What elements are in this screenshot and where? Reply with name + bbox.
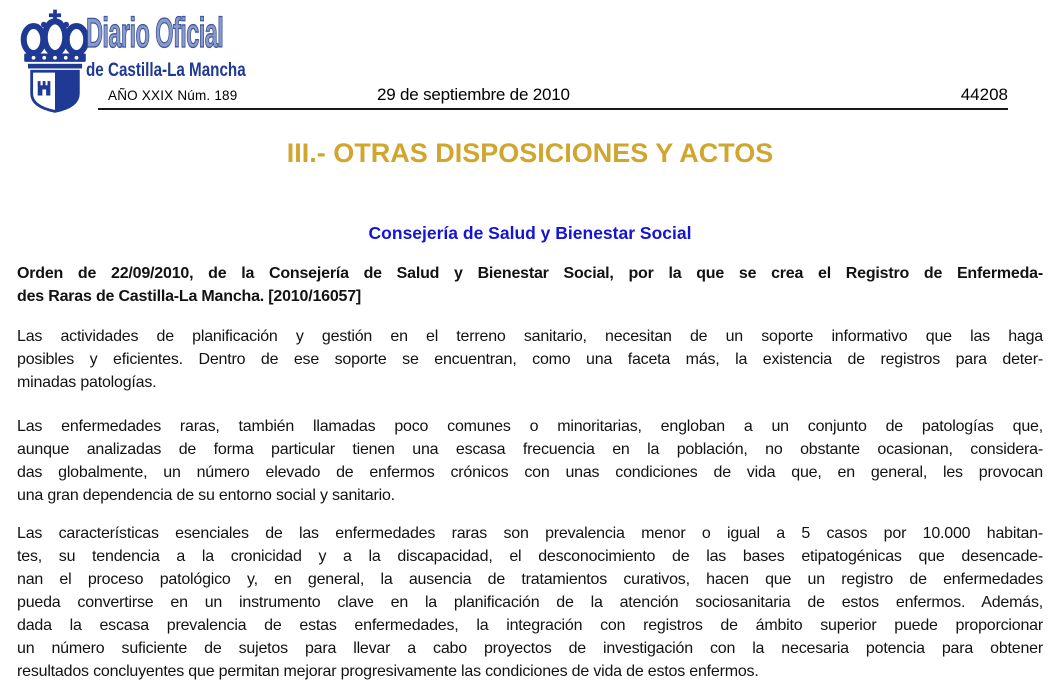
text-line: un número suficiente de sujetos para llevar a cabo proyectos de investigación con la necesaria potencia para obtener <box>17 640 1043 657</box>
paragraph <box>17 325 1043 394</box>
text-line: dada la escasa prevalencia de estas enfermedades, la integración con registros de ámbito superior puede proporcionar <box>17 617 1043 634</box>
wordmark-title: Diario Oficial <box>86 9 224 56</box>
masthead <box>0 0 1061 111</box>
issue-label: AÑO XXIX Núm. 189 <box>108 88 238 103</box>
crown-shield-logo-icon <box>13 6 97 116</box>
text-line: tes, su tendencia a la cronicidad y a la discapacidad, el desconocimiento de las bases etipatogénicas que desencade- <box>17 548 1043 565</box>
text-line: nan el proceso patológico y, en general, la ausencia de tratamientos curativos, hacen que un registro de enfermedades <box>17 571 1043 588</box>
header-divider <box>98 108 1008 110</box>
department-heading: Consejería de Salud y Bienestar Social <box>368 223 692 243</box>
text-line: Las enfermedades raras, también llamadas poco comunes o minoritarias, engloban a un conjunto de patologías que, <box>17 418 1043 435</box>
page-number: 44208 <box>960 85 1008 104</box>
text-line: aunque analizadas de forma particular tienen una escasa frecuencia en la población, no obstante ocasionan, considera- <box>17 441 1043 458</box>
paragraph <box>17 415 1043 507</box>
order-heading <box>17 262 1043 308</box>
wordmark-subtitle: de Castilla-La Mancha <box>86 60 246 81</box>
text-line: pueda convertirse en un instrumento clave en la planificación de la atención sociosanitaria de estos enfermos. Además, <box>17 594 1043 611</box>
text-line: Orden de 22/09/2010, de la Consejería de Salud y Bienestar Social, por la que se crea el Registro de Enfermeda- <box>17 265 1043 282</box>
text-line: posibles y eficientes. Dentro de ese soporte se encuentran, como una faceta más, la existencia de registros para deter- <box>17 351 1043 368</box>
section-title: III.- OTRAS DISPOSICIONES Y ACTOS <box>286 138 774 168</box>
text-line: una gran dependencia de su entorno social y sanitario. <box>17 487 395 504</box>
text-line: Las características esenciales de las enfermedades raras son prevalencia menor o igual a 5 casos por 10.000 habitan- <box>17 525 1043 542</box>
text-line: des Raras de Castilla-La Mancha. [2010/16057] <box>17 288 362 305</box>
text-line: das globalmente, un número elevado de enfermos crónicos con unas condiciones de vida que, en general, les provocan <box>17 464 1043 481</box>
text-line: resultados concluyentes que permitan mejorar progresivamente las condiciones de vida de estos enfermos. <box>17 663 759 680</box>
text-line: minadas patologías. <box>17 374 157 391</box>
text-line: Las actividades de planificación y gestión en el terreno sanitario, necesitan de un soporte informativo que las haga <box>17 328 1043 345</box>
paragraph <box>17 522 1043 683</box>
header-date: 29 de septiembre de 2010 <box>377 85 570 104</box>
document-body <box>0 138 1061 683</box>
